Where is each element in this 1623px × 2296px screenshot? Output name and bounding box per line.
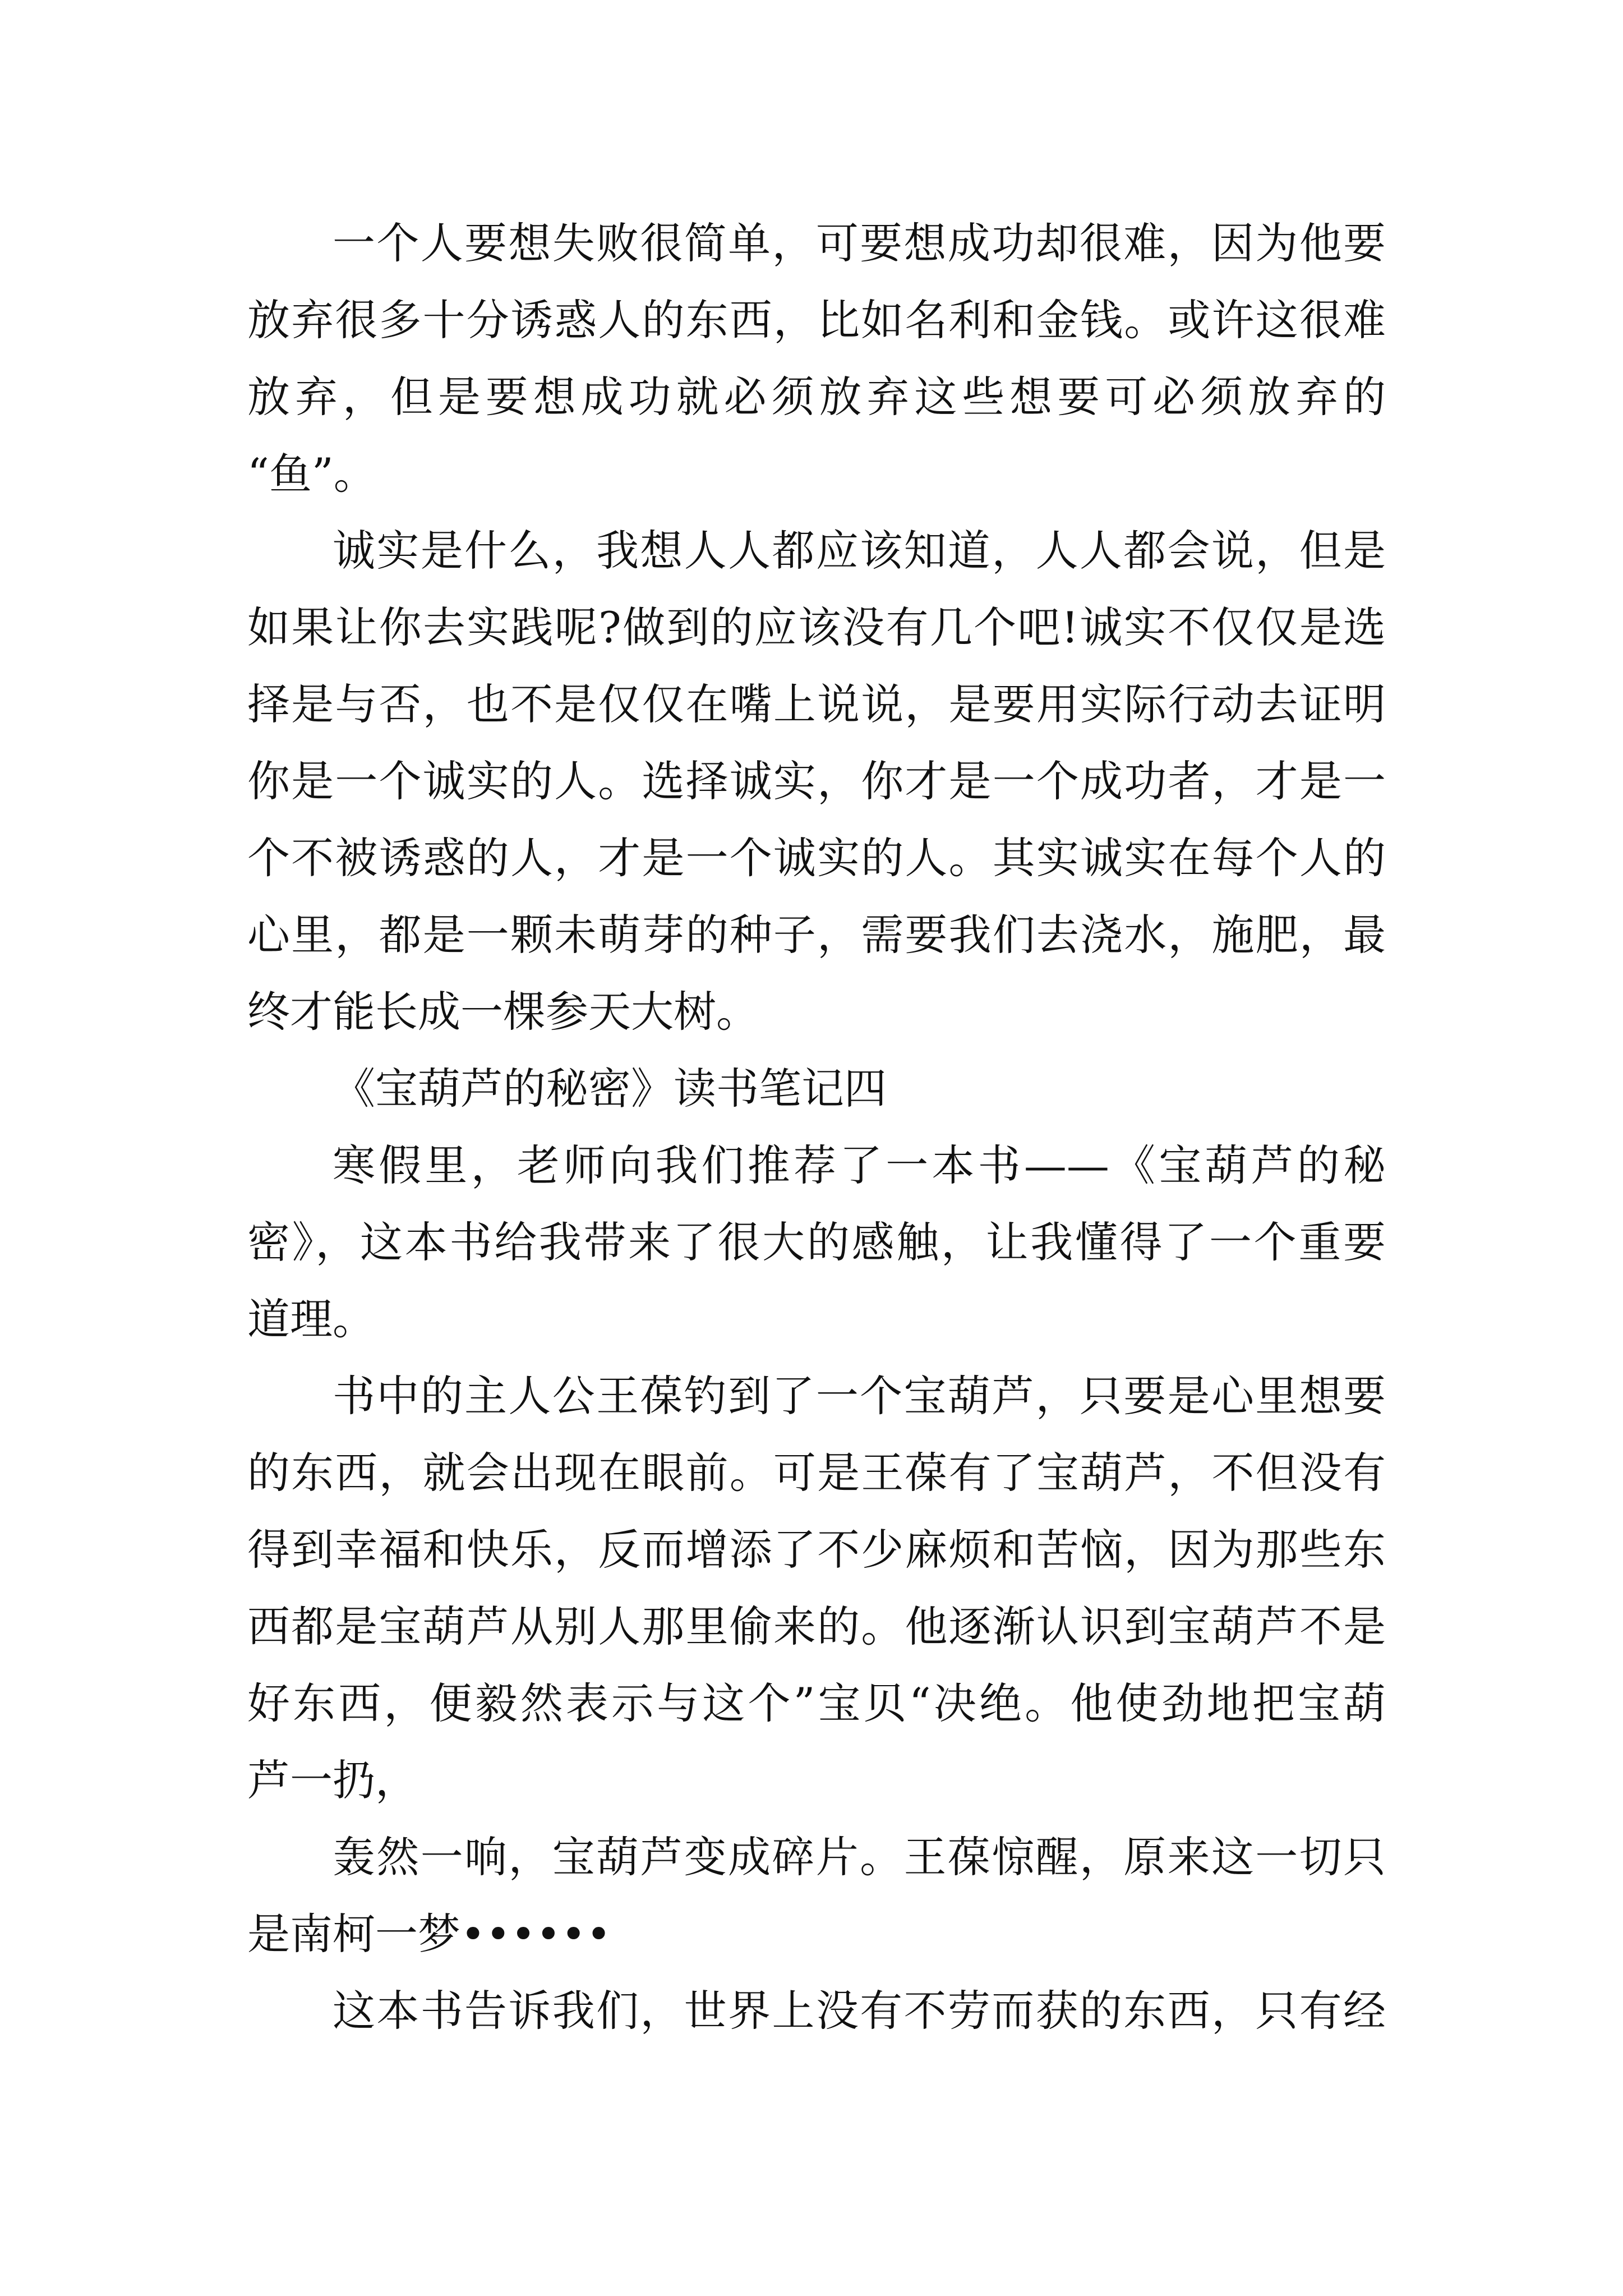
text-line: 密》，这本书给我带来了很大的感触，让我懂得了一个重要 [247,1217,1386,1267]
text-line: 诚实是什么，我想人人都应该知道，人人都会说，但是 [333,526,1386,576]
text-line: 得到幸福和快乐，反而增添了不少麻烦和苦恼，因为那些东 [247,1525,1386,1575]
text-line: 如果让你去实践呢?做到的应该没有几个吧!诚实不仅仅是选 [247,602,1386,652]
text-line: 择是与否，也不是仅仅在嘴上说说，是要用实际行动去证明 [247,679,1386,729]
text-line: 好东西，便毅然表示与这个”宝贝“决绝。他使劲地把宝葫 [247,1678,1386,1728]
text-line: 终才能长成一棵参天大树。 [247,987,759,1037]
text-line: 一个人要想失败很简单，可要想成功却很难，因为他要 [333,218,1386,268]
text-line: 书中的主人公王葆钓到了一个宝葫芦，只要是心里想要 [333,1371,1386,1421]
text-line: 放弃，但是要想成功就必须放弃这些想要可必须放弃的 [247,372,1386,422]
text-line: 西都是宝葫芦从别人那里偷来的。他逐渐认识到宝葫芦不是 [247,1602,1386,1651]
text-line: 个不被诱惑的人，才是一个诚实的人。其实诚实在每个人的 [247,833,1386,883]
text-line: 心里，都是一颗未萌芽的种子，需要我们去浇水，施肥，最 [247,910,1386,960]
section-title: 《宝葫芦的秘密》读书笔记四 [333,1064,887,1114]
text-line: 道理。 [247,1294,375,1344]
text-line: 轰然一响，宝葫芦变成碎片。王葆惊醒，原来这一切只 [333,1832,1386,1882]
text-line: 寒假里，老师向我们推荐了一本书——《宝葫芦的秘 [333,1140,1386,1190]
text-line: 芦一扔， [247,1755,418,1805]
text-line: 是南柯一梦•••••• [247,1909,611,1959]
text-line: 你是一个诚实的人。选择诚实，你才是一个成功者，才是一 [247,756,1386,806]
text-line: 这本书告诉我们，世界上没有不劳而获的东西，只有经 [333,1986,1386,2036]
text-line: 放弃很多十分诱惑人的东西，比如名利和金钱。或许这很难 [247,295,1386,345]
text-line: 的东西，就会出现在眼前。可是王葆有了宝葫芦，不但没有 [247,1448,1386,1498]
document-body [247,205,1386,2049]
text-line: “鱼”。 [247,449,376,499]
